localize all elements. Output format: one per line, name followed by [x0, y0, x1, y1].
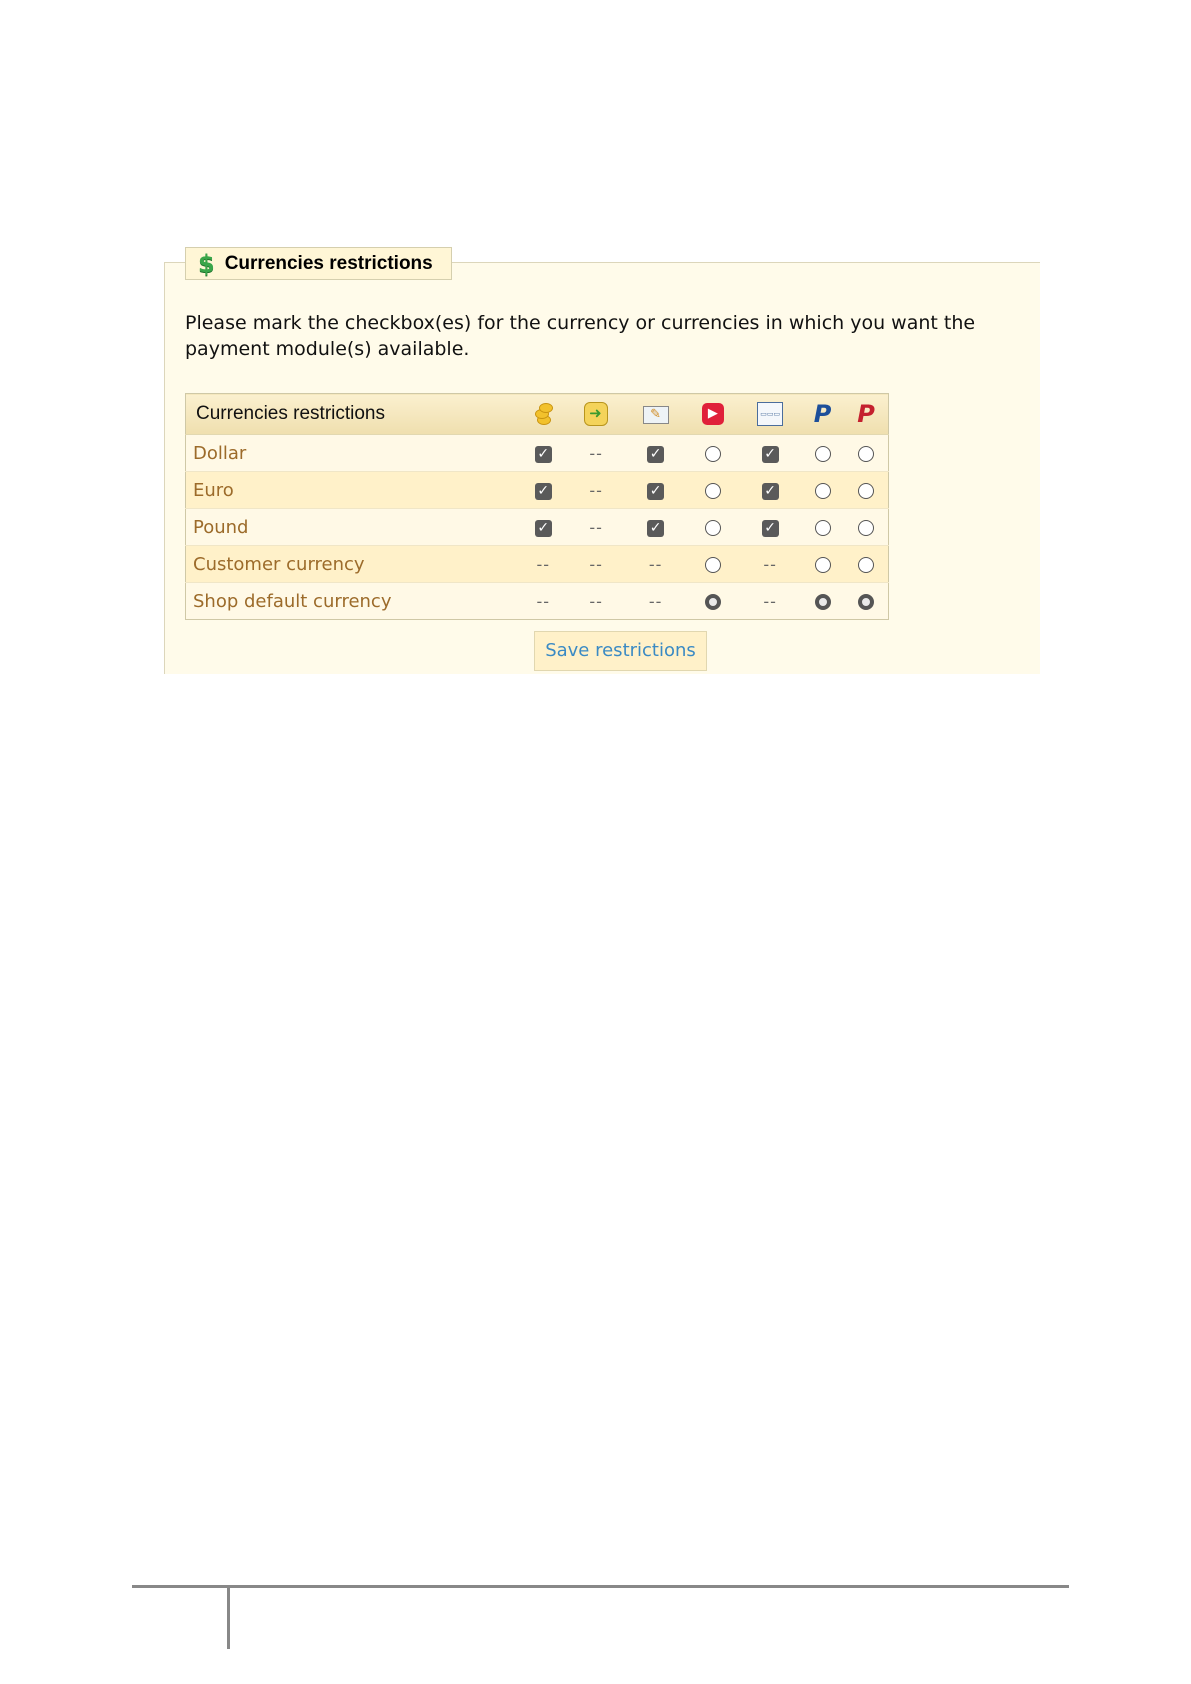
restriction-cell — [567, 583, 624, 620]
not-available: -- — [536, 591, 550, 611]
currency-checkbox[interactable]: ✓ — [762, 446, 779, 463]
currency-radio[interactable] — [705, 446, 721, 462]
currency-radio[interactable] — [815, 520, 831, 536]
cheque-icon: ✎ — [643, 406, 669, 424]
table-row — [186, 583, 889, 620]
currency-checkbox[interactable]: ✓ — [535, 520, 552, 537]
currency-radio[interactable] — [858, 520, 874, 536]
not-available: -- — [589, 517, 603, 537]
restriction-cell — [844, 472, 888, 509]
dollar-icon: $ — [198, 249, 215, 278]
restriction-cell — [844, 509, 888, 546]
fieldset-title: Currencies restrictions — [224, 252, 433, 274]
restriction-cell — [739, 435, 801, 472]
currency-checkbox[interactable]: ✓ — [762, 483, 779, 500]
module-col-cod — [567, 394, 624, 435]
restriction-cell — [567, 546, 624, 583]
restriction-cell — [625, 583, 687, 620]
paypal-red-icon: P — [857, 400, 875, 428]
currency-name: Pound — [186, 509, 520, 546]
restriction-cell — [686, 472, 739, 509]
fieldset-legend — [185, 247, 452, 280]
play-icon: ▶ — [702, 403, 724, 425]
currency-name: Dollar — [186, 435, 520, 472]
restriction-cell — [686, 583, 739, 620]
currency-radio[interactable] — [858, 594, 874, 610]
currency-radio[interactable] — [815, 483, 831, 499]
restriction-cell — [686, 546, 739, 583]
currency-checkbox[interactable]: ✓ — [535, 483, 552, 500]
restriction-cell — [844, 435, 888, 472]
currencies-table — [185, 393, 889, 620]
restriction-cell — [519, 583, 567, 620]
currency-radio[interactable] — [858, 483, 874, 499]
coins-icon — [533, 403, 553, 425]
restriction-cell — [567, 509, 624, 546]
restriction-cell — [519, 546, 567, 583]
restriction-cell — [739, 546, 801, 583]
table-header-row — [186, 394, 889, 435]
restriction-cell — [739, 472, 801, 509]
not-available: -- — [763, 591, 777, 611]
not-available: -- — [648, 591, 663, 611]
module-col-play — [686, 394, 739, 435]
currency-radio[interactable] — [705, 557, 721, 573]
intro-text: Please mark the checkbox(es) for the currency or currencies in which you want the payment module(s) available. — [185, 312, 976, 360]
currency-radio[interactable] — [815, 557, 831, 573]
currency-radio[interactable] — [858, 446, 874, 462]
module-col-coins — [519, 394, 567, 435]
currency-radio[interactable] — [815, 446, 831, 462]
currency-radio[interactable] — [815, 594, 831, 610]
restriction-cell — [625, 546, 687, 583]
cash-on-delivery-icon — [584, 402, 608, 426]
not-available: -- — [589, 480, 603, 500]
restriction-cell — [567, 435, 624, 472]
currency-name: Euro — [186, 472, 520, 509]
restriction-cell — [686, 435, 739, 472]
not-available: -- — [763, 554, 777, 574]
not-available: -- — [589, 443, 603, 463]
restriction-cell — [844, 583, 888, 620]
module-col-paypal — [801, 394, 844, 435]
currency-radio[interactable] — [705, 594, 721, 610]
table-row — [186, 546, 889, 583]
table-row — [186, 472, 889, 509]
restriction-cell — [686, 509, 739, 546]
restriction-cell — [519, 435, 567, 472]
currency-checkbox[interactable]: ✓ — [647, 483, 664, 500]
restriction-cell — [801, 472, 844, 509]
currency-checkbox[interactable]: ✓ — [762, 520, 779, 537]
currency-checkbox[interactable]: ✓ — [647, 520, 664, 537]
restriction-cell — [625, 472, 687, 509]
table-row — [186, 435, 889, 472]
restriction-cell — [567, 472, 624, 509]
restriction-cell — [801, 583, 844, 620]
footer-divider — [132, 1585, 1069, 1588]
table-header-label: Currencies restrictions — [186, 394, 520, 435]
restriction-cell — [625, 509, 687, 546]
currency-name: Shop default currency — [186, 583, 520, 620]
restriction-cell — [519, 472, 567, 509]
table-row — [186, 509, 889, 546]
currency-radio[interactable] — [858, 557, 874, 573]
restriction-cell — [801, 546, 844, 583]
restriction-cell — [844, 546, 888, 583]
restriction-cell — [801, 509, 844, 546]
save-restrictions-button[interactable]: Save restrictions — [534, 631, 707, 671]
currency-radio[interactable] — [705, 520, 721, 536]
restriction-cell — [801, 435, 844, 472]
module-col-card — [739, 394, 801, 435]
not-available: -- — [536, 554, 550, 574]
restriction-cell — [739, 583, 801, 620]
restriction-cell — [625, 435, 687, 472]
module-col-paypal-red — [844, 394, 888, 435]
footer-tick — [227, 1587, 230, 1649]
module-col-cheque — [625, 394, 687, 435]
restriction-cell — [739, 509, 801, 546]
currency-checkbox[interactable]: ✓ — [647, 446, 664, 463]
card-icon: ▭▭▭ — [757, 402, 783, 426]
currency-radio[interactable] — [705, 483, 721, 499]
restriction-cell — [519, 509, 567, 546]
currency-name: Customer currency — [186, 546, 520, 583]
not-available: -- — [648, 554, 663, 574]
not-available: -- — [589, 554, 603, 574]
currency-checkbox[interactable]: ✓ — [535, 446, 552, 463]
paypal-icon: P — [813, 400, 832, 428]
not-available: -- — [589, 591, 603, 611]
